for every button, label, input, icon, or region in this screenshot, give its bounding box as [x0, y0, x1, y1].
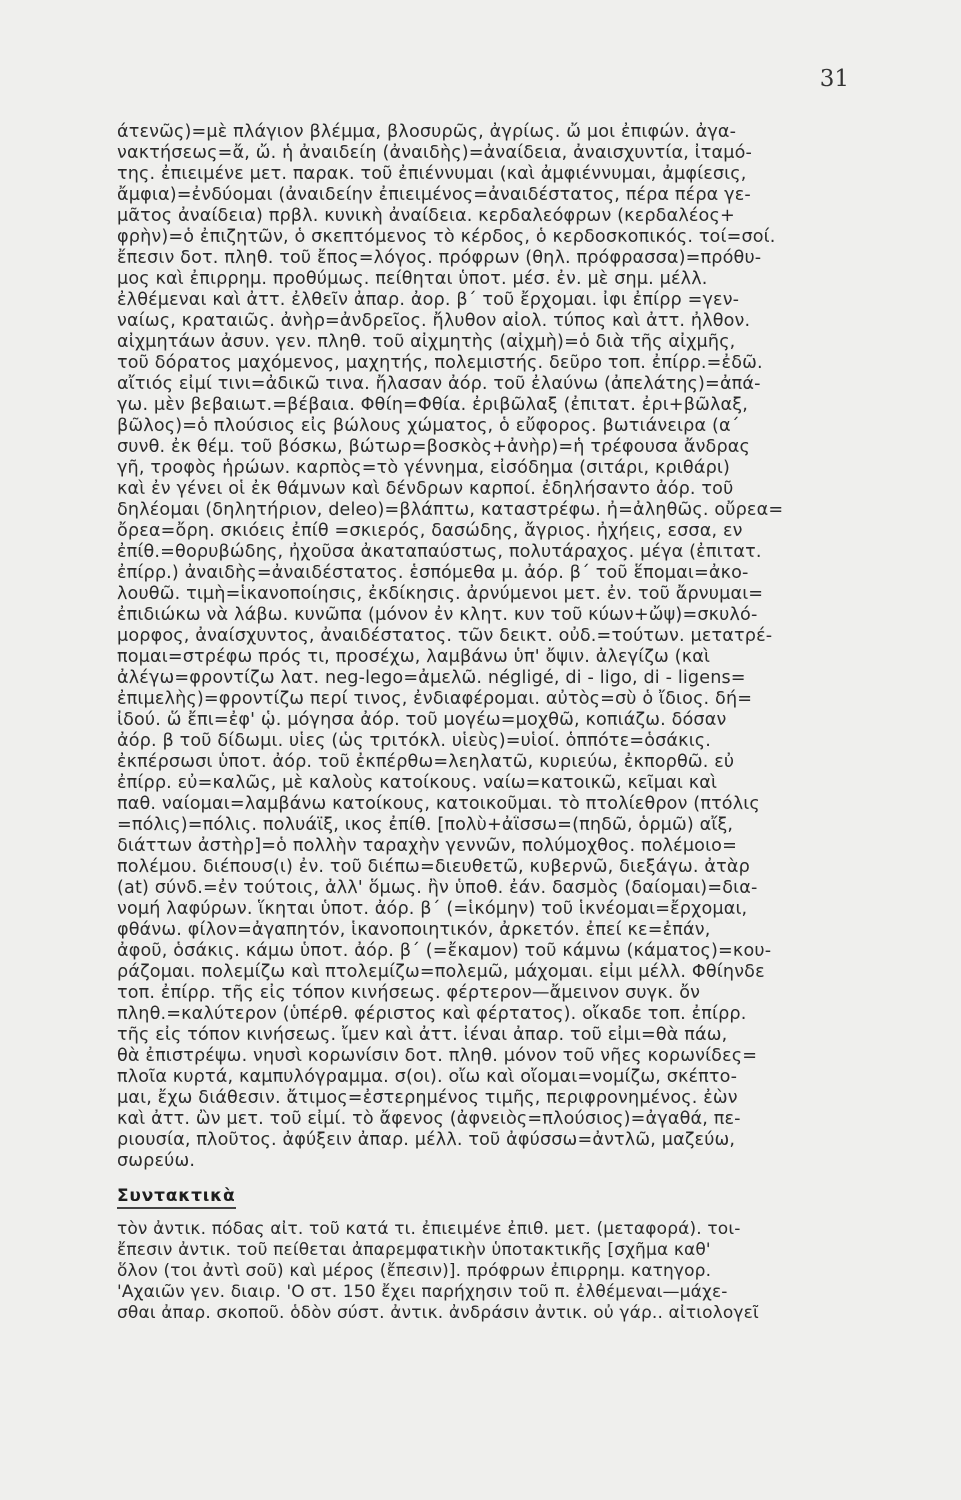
text-line: μος καὶ ἐπιρρημ. προθύμως. πείθηται ὑποτ. μέσ. ἐν. μὲ σημ. μέλλ.	[117, 269, 708, 289]
text-line: ἐκπέρσωσι ὑποτ. ἀόρ. τοῦ ἐκπέρθω=λεηλατῶ, κυριεύω, ἐκπορθῶ. εὖ	[117, 752, 735, 772]
page-number: 31	[819, 66, 849, 92]
text-line: ριουσία, πλοῦτος. ἀφύξειν ἀπαρ. μέλλ. τοῦ ἀφύσσω=ἀντλῶ, μαζεύω,	[117, 1130, 736, 1150]
text-line: αἴτιός εἰμί τινι=ἀδικῶ τινα. ἤλασαν ἀόρ. τοῦ ἐλαύνω (ἀπελάτης)=ἀπά-	[117, 374, 761, 394]
text-line: τῆς εἰς τόπον κινήσεως. ἴμεν καὶ ἀττ. ἰέναι ἀπαρ. τοῦ εἶμι=θὰ πάω,	[117, 1025, 728, 1045]
text-line: θὰ ἐπιστρέψω. νηυσὶ κορωνίσιν δοτ. πληθ. μόνον τοῦ νῆες κορωνίδες=	[117, 1046, 758, 1066]
text-line: φρὴν)=ὁ ἐπιζητῶν, ὁ σκεπτόμενος τὸ κέρδος, ὁ κερδοσκοπικός. τοί=σοί.	[117, 227, 776, 247]
text-line: καὶ ἐν γένει οἱ ἐκ θάμνων καὶ δένδρων καρποί. ἐδηλήσαντο ἀόρ. τοῦ	[117, 479, 734, 499]
text-line: ὄρεα=ὄρη. σκιόεις ἐπίθ =σκιερός, δασώδης, ἄγριος. ἠχήεις, εσσα, εν	[117, 521, 743, 541]
text-line: τὸν ἀντικ. πόδας αἰτ. τοῦ κατά τι. ἐπιειμένε ἐπιθ. μετ. (μεταφορά). τοι-	[117, 1219, 741, 1239]
text-line: σωρεύω.	[117, 1151, 196, 1171]
section-heading: Συντακτικὰ	[117, 1186, 236, 1209]
text-line: ἐπίρρ. εὖ=καλῶς, μὲ καλοὺς κατοίκους. ναίω=κατοικῶ, κεῖμαι καὶ	[117, 773, 718, 793]
text-line: πλοῖα κυρτά, καμπυλόγραμμα. σ(οι). οἴω καὶ οἴομαι=νομίζω, σκέπτο-	[117, 1067, 738, 1087]
text-line: =πόλις)=πόλις. πολυάϊξ, ικος ἐπίθ. [πολὺ+ἀΐσσω=(πηδῶ, ὁρμῶ) αἴξ,	[117, 815, 734, 835]
text-line: ἀλέγω=φροντίζω λατ. neg-lego=ἀμελῶ. négligé, di - ligo, di - ligens=	[117, 668, 746, 688]
text-line: τοπ. ἐπίρρ. τῆς εἰς τόπον κινήσεως. φέρτερον—ἄμεινον συγκ. ὄν	[117, 983, 701, 1003]
text-line: γω. μὲν βεβαιωτ.=βέβαια. Φθίη=Φθία. ἐριβῶλαξ (ἐπιτατ. ἐρι+βῶλαξ,	[117, 395, 748, 415]
text-line: ἀφοῦ, ὁσάκις. κάμω ὑποτ. ἀόρ. β΄ (=ἔκαμον) τοῦ κάμνω (κάματος)=κου-	[117, 941, 772, 961]
text-line: ἐπιδιώκω νὰ λάβω. κυνῶπα (μόνον ἐν κλητ. κυν τοῦ κύων+ὤψ)=σκυλό-	[117, 605, 758, 625]
text-line: πολέμου. διέπουσ(ι) ἐν. τοῦ διέπω=διευθετῶ, κυβερνῶ, διεξάγω. ἀτὰρ	[117, 857, 750, 877]
text-line: ἰδού. ὥ ἔπι=ἐφ' ᾧ. μόγησα ἀόρ. τοῦ μογέω=μοχθῶ, κοπιάζω. δόσαν	[117, 710, 727, 730]
text-line: σθαι ἀπαρ. σκοποῦ. ὁδὸν σύστ. ἀντικ. ἀνδράσιν ἀντικ. οὐ γάρ.. αἰτιολογεῖ	[117, 1303, 759, 1323]
glossary-paragraph	[117, 122, 842, 1172]
text-line: ἄμφια)=ἐνδύομαι (ἀναιδείην ἐπιειμένος=ἀναιδέστατος, πέρα πέρα γε-	[117, 185, 751, 205]
text-line: διάττων ἀστὴρ]=ὁ πολλὴν ταραχὴν γεννῶν, πολύμοχθος. πολέμοιο=	[117, 836, 737, 856]
text-line: μορφος, ἀναίσχυντος, ἀναιδέστατος. τῶν δεικτ. οὐδ.=τούτων. μετατρέ-	[117, 626, 773, 646]
text-line: τοῦ δόρατος μαχόμενος, μαχητής, πολεμιστής. δεῦρο τοπ. ἐπίρρ.=ἐδῶ.	[117, 353, 763, 373]
text-line: φθάνω. φίλον=ἀγαπητόν, ἱκανοποιητικόν, ἀρκετόν. ἐπεί κε=ἐπάν,	[117, 920, 711, 940]
text-line: άτενῶς)=μὲ πλάγιον βλέμμα, βλοσυρῶς, ἀγρίως. ὤ μοι ἐπιφών. ἀγα-	[117, 122, 737, 142]
text-line: της. ἐπιειμένε μετ. παρακ. τοῦ ἐπιέννυμαι (καὶ ἀμφιέννυμαι, ἀμφίεσις,	[117, 164, 747, 184]
text-line: ἀόρ. β τοῦ δίδωμι. υἷες (ὡς τριτόκλ. υἱεὺς)=υἱοί. ὁππότε=ὁσάκις.	[117, 731, 712, 751]
text-line: 'Αχαιῶν γεν. διαιρ. 'Ο στ. 150 ἔχει παρήχησιν τοῦ π. ἐλθέμεναι—μάχε-	[117, 1282, 728, 1302]
text-line: πληθ.=καλύτερον (ὑπέρθ. φέριστος καὶ φέρτατος). οἴκαδε τοπ. ἐπίρρ.	[117, 1004, 747, 1024]
text-line: ἐλθέμεναι καὶ ἀττ. ἐλθεῖν ἀπαρ. ἀορ. β΄ τοῦ ἔρχομαι. ἶφι ἐπίρρ =γεν-	[117, 290, 740, 310]
text-line: ἐπίρρ.) ἀναιδὴς=ἀναιδέστατος. ἑσπόμεθα μ. ἀόρ. β΄ τοῦ ἕπομαι=ἀκο-	[117, 563, 749, 583]
text-line: νακτήσεως=ἄ, ὤ. ἡ ἀναιδείη (ἀναιδὴς)=ἀναίδεια, ἀναισχυντία, ἰταμό-	[117, 143, 753, 163]
text-line: παθ. ναίομαι=λαμβάνω κατοίκους, κατοικοῦμαι. τὸ πτολίεθρον (πτόλις	[117, 794, 760, 814]
text-line: πομαι=στρέφω πρός τι, προσέχω, λαμβάνω ὑπ' ὄψιν. ἀλεγίζω (καὶ	[117, 647, 711, 667]
text-line: μαι, ἔχω διάθεσιν. ἄτιμος=ἐστερημένος τιμῆς, περιφρονημένος. ἐὼν	[117, 1088, 738, 1108]
syntax-paragraph	[117, 1219, 842, 1324]
text-line: ἐπιμελὴς)=φροντίζω περί τινος, ἐνδιαφέρομαι. αὐτὸς=σὺ ὁ ἴδιος. δή=	[117, 689, 753, 709]
text-line: καὶ ἀττ. ὢν μετ. τοῦ εἰμί. τὸ ἄφενος (ἀφνειὸς=πλούσιος)=ἀγαθά, πε-	[117, 1109, 741, 1129]
text-line: ὅλον (τοι ἀντὶ σοῦ) καὶ μέρος (ἔπεσιν)]. πρόφρων ἐπιρρημ. κατηγορ.	[117, 1261, 712, 1281]
text-line: ἔπεσιν ἀντικ. τοῦ πείθεται ἀπαρεμφατικὴν ὑποτακτικῆς [σχῆμα καθ'	[117, 1240, 711, 1260]
text-line: ναίως, κραταιῶς. ἀνὴρ=ἀνδρεῖος. ἤλυθον αἰολ. τύπος καὶ ἀττ. ἦλθον.	[117, 311, 751, 331]
text-line: ἐπίθ.=θορυβώδης, ἠχοῦσα ἀκαταπαύστως, πολυτάραχος. μέγα (ἐπιτατ.	[117, 542, 762, 562]
text-line: ἔπεσιν δοτ. πληθ. τοῦ ἔπος=λόγος. πρόφρων (θηλ. πρόφρασσα)=πρόθυ-	[117, 248, 762, 268]
text-line: ράζομαι. πολεμίζω καὶ πτολεμίζω=πολεμῶ, μάχομαι. εἶμι μέλλ. Φθίηνδε	[117, 962, 765, 982]
text-line: συνθ. ἐκ θέμ. τοῦ βόσκω, βώτωρ=βοσκὸς+ἀνὴρ)=ἡ τρέφουσα ἄνδρας	[117, 437, 751, 457]
commentary-text	[117, 122, 842, 1324]
text-line: δηλέομαι (δηλητήριον, deleo)=βλάπτω, καταστρέφω. ἦ=ἀληθῶς. οὔρεα=	[117, 500, 784, 520]
text-line: αἰχμητάων ἀσυν. γεν. πληθ. τοῦ αἰχμητὴς (αἰχμὴ)=ὁ διὰ τῆς αἰχμῆς,	[117, 332, 736, 352]
text-line: γῆ, τροφὸς ἡρώων. καρπὸς=τὸ γέννημα, εἰσόδημα (σιτάρι, κριθάρι)	[117, 458, 730, 478]
text-line: βῶλος)=ὁ πλούσιος εἰς βώλους χώματος, ὁ εὔφορος. βωτιάνειρα (α΄	[117, 416, 740, 436]
text-line: μᾶτος ἀναίδεια) πρβλ. κυνικὴ ἀναίδεια. κερδαλεόφρων (κερδαλέος+	[117, 206, 735, 226]
text-line: (at) σύνδ.=ἐν τούτοις, ἀλλ' ὅμως. ἢν ὑποθ. ἐάν. δασμὸς (δαίομαι)=δια-	[117, 878, 758, 898]
text-line: νομή λαφύρων. ἵκηται ὑποτ. ἀόρ. β΄ (=ἱκόμην) τοῦ ἱκνέομαι=ἔρχομαι,	[117, 899, 748, 919]
text-line: λουθῶ. τιμὴ=ἱκανοποίησις, ἐκδίκησις. ἀρνύμενοι μετ. ἐν. τοῦ ἄρνυμαι=	[117, 584, 764, 604]
